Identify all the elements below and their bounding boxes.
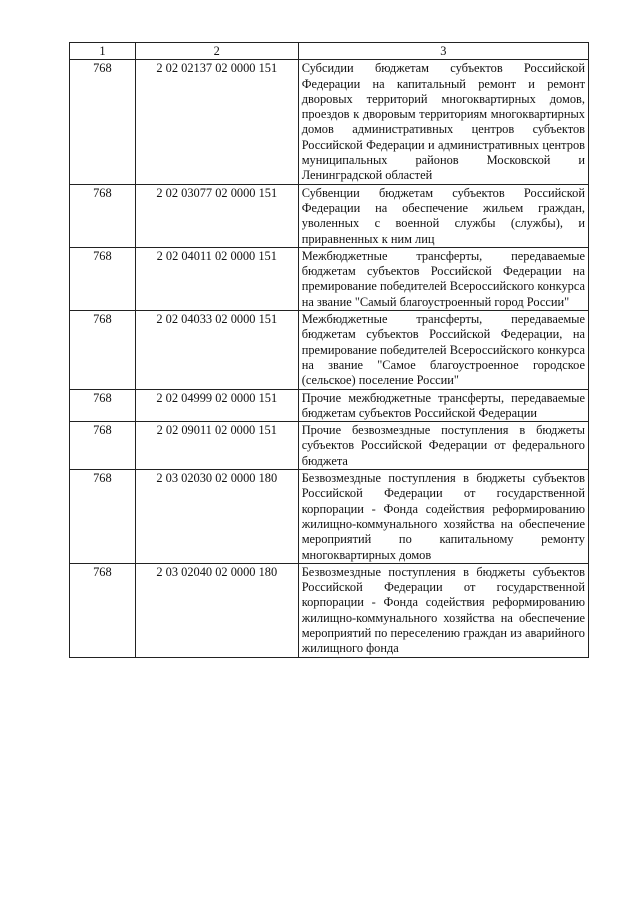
table-row bbox=[70, 422, 589, 470]
description-cell: Межбюджетные трансферты, передаваемые бюджетам субъектов Российской Федерации на премирование победителей Всероссийского конкурса на звание "Самый благоустроенный город России" bbox=[298, 247, 588, 310]
revenue-code-cell: 2 02 04999 02 0000 151 bbox=[135, 389, 298, 422]
description-cell: Субсидии бюджетам субъектов Российской Федерации на капитальный ремонт и ремонт дворовых территорий многоквартирных домов, проездов к дворовым территориям многоквартирных домов административных центров субъектов Российской Федерации и административных центров муниципальных районов Московской и Ленинградской областей bbox=[298, 60, 588, 184]
description-cell: Межбюджетные трансферты, передаваемые бюджетам субъектов Российской Федерации, на премирование победителей Всероссийского конкурса на звание "Самое благоустроенное городское (сельское) поселение России" bbox=[298, 311, 588, 389]
column-header-1: 1 bbox=[70, 43, 136, 60]
table-row bbox=[70, 470, 589, 564]
revenue-code-cell: 2 02 04011 02 0000 151 bbox=[135, 247, 298, 310]
header-row bbox=[70, 43, 589, 60]
admin-code-cell: 768 bbox=[70, 563, 136, 657]
description-cell: Субвенции бюджетам субъектов Российской Федерации на обеспечение жильем граждан, уволенных с военной службы (службы), и приравненных к ним лиц bbox=[298, 184, 588, 247]
table-row bbox=[70, 247, 589, 310]
revenue-code-cell: 2 02 04033 02 0000 151 bbox=[135, 311, 298, 389]
description-cell: Безвозмездные поступления в бюджеты субъектов Российской Федерации от государственной корпорации - Фонда содействия реформированию жилищно-коммунального хозяйства на обеспечение мероприятий по капитальному ремонту многоквартирных домов bbox=[298, 470, 588, 564]
admin-code-cell: 768 bbox=[70, 389, 136, 422]
table-row bbox=[70, 389, 589, 422]
admin-code-cell: 768 bbox=[70, 470, 136, 564]
table-row bbox=[70, 184, 589, 247]
admin-code-cell: 768 bbox=[70, 184, 136, 247]
table-row bbox=[70, 563, 589, 657]
table-row bbox=[70, 60, 589, 184]
admin-code-cell: 768 bbox=[70, 60, 136, 184]
column-header-3: 3 bbox=[298, 43, 588, 60]
revenue-code-cell: 2 03 02030 02 0000 180 bbox=[135, 470, 298, 564]
column-header-2: 2 bbox=[135, 43, 298, 60]
revenue-code-cell: 2 03 02040 02 0000 180 bbox=[135, 563, 298, 657]
revenue-code-cell: 2 02 02137 02 0000 151 bbox=[135, 60, 298, 184]
admin-code-cell: 768 bbox=[70, 311, 136, 389]
description-cell: Прочие безвозмездные поступления в бюджеты субъектов Российской Федерации от федерального бюджета bbox=[298, 422, 588, 470]
revenue-code-cell: 2 02 03077 02 0000 151 bbox=[135, 184, 298, 247]
table-row bbox=[70, 311, 589, 389]
revenue-code-cell: 2 02 09011 02 0000 151 bbox=[135, 422, 298, 470]
description-cell: Безвозмездные поступления в бюджеты субъектов Российской Федерации от государственной корпорации - Фонда содействия реформированию жилищно-коммунального хозяйства на обеспечение мероприятий по переселению граждан из аварийного жилищного фонда bbox=[298, 563, 588, 657]
budget-revenue-table bbox=[69, 42, 589, 658]
description-cell: Прочие межбюджетные трансферты, передаваемые бюджетам субъектов Российской Федерации bbox=[298, 389, 588, 422]
admin-code-cell: 768 bbox=[70, 422, 136, 470]
admin-code-cell: 768 bbox=[70, 247, 136, 310]
